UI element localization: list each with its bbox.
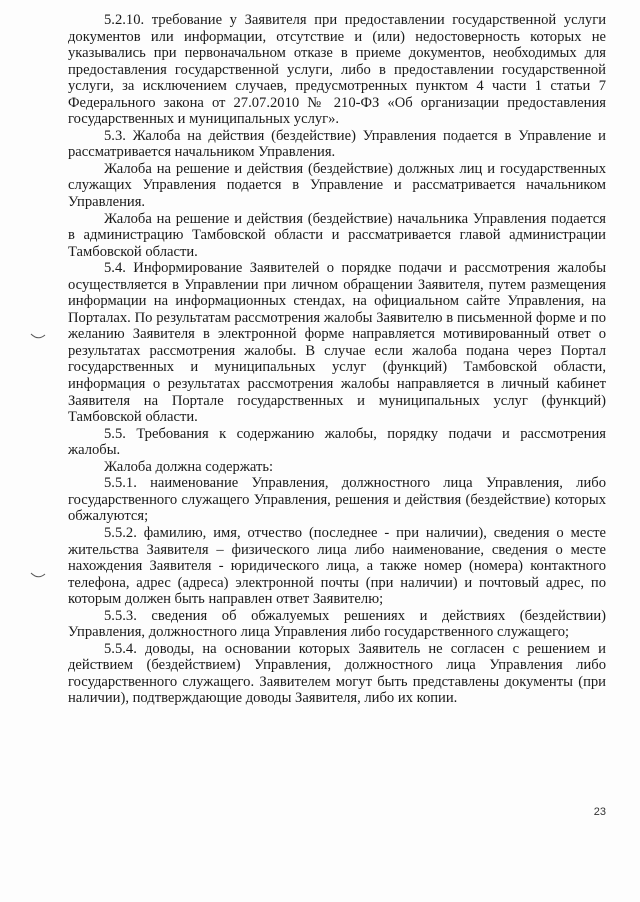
paragraph-5-2-10: 5.2.10. требование у Заявителя при предоставлении государственной услуги документов или информации, отсутствие и (или) недостоверность которых не указывались при первоначальном отказе в приеме документов, необходимых для предоставления государственной услуги, либо в предоставлении государственной услуги, за исключением случаев, предусмотренных пунктом 4 части 1 статьи 7 Федерального закона от 27.07.2010 № 210-ФЗ «Об организации предоставления государственных и муниципальных услуг».	[68, 12, 606, 128]
paragraph-complaint-contents: Жалоба должна содержать:	[104, 458, 274, 475]
binding-mark-icon	[30, 333, 46, 341]
page-number: 23	[593, 806, 606, 818]
paragraph-5-5: 5.5. Требования к содержанию жалобы, порядку подачи и рассмотрения жалобы.	[68, 425, 606, 459]
binding-mark-icon	[30, 572, 46, 580]
paragraph-5-5-2: 5.5.2. фамилию, имя, отчество (последнее - при наличии), сведения о месте жительства Заявителя – физического лица либо наименование, сведения о месте нахождения Заявителя - юридического лица, а также номер (номера) контактного телефона, адрес (адреса) электронной почты (при наличии) и почтовый адрес, по которым должен быть направлен ответ Заявителю;	[68, 524, 606, 608]
paragraph-5-5-3: 5.5.3. сведения об обжалуемых решениях и действиях (бездействии) Управления, должностного лица Управления либо государственного служащего;	[68, 607, 606, 641]
paragraph-5-3: 5.3. Жалоба на действия (бездействие) Управления подается в Управление и рассматривается начальником Управления.	[68, 127, 606, 161]
paragraph-5-4: 5.4. Информирование Заявителей о порядке подачи и рассмотрения жалобы осуществляется в Управлении при личном обращении Заявителя, путем размещения информации на информационных стендах, на официальном сайте Управления, на Порталах. По результатам рассмотрения жалобы Заявителю в письменной форме и по желанию Заявителя в электронной форме направляется мотивированный ответ о результатах рассмотрения жалобы. В случае если жалоба подана через Портал государственных и муниципальных услуг (функций) Тамбовской области, информация о результатах рассмотрения жалобы направляется в личный кабинет Заявителя на Портале государственных и муниципальных услуг (функций) Тамбовской области.	[68, 260, 606, 426]
paragraph-complaint-head: Жалоба на решение и действия (бездействие) начальника Управления подается в администрацию Тамбовской области и рассматривается главой администрации Тамбовской области.	[68, 210, 606, 260]
paragraph-complaint-officials: Жалоба на решение и действия (бездействие) должных лиц и государственных служащих Управления подается в Управление и рассматривается начальником Управления.	[68, 160, 606, 211]
document-body	[68, 12, 606, 707]
paragraph-5-5-4: 5.5.4. доводы, на основании которых Заявитель не согласен с решением и действием (бездействием) Управления, должностного лица Управления либо государственного служащего. Заявителем могут быть представлены документы (при наличии), подтверждающие доводы Заявителя, либо их копии.	[68, 640, 606, 707]
paragraph-5-5-1: 5.5.1. наименование Управления, должностного лица Управления, либо государственного служащего Управления, решения и действия (бездействие) которых обжалуются;	[68, 475, 606, 525]
